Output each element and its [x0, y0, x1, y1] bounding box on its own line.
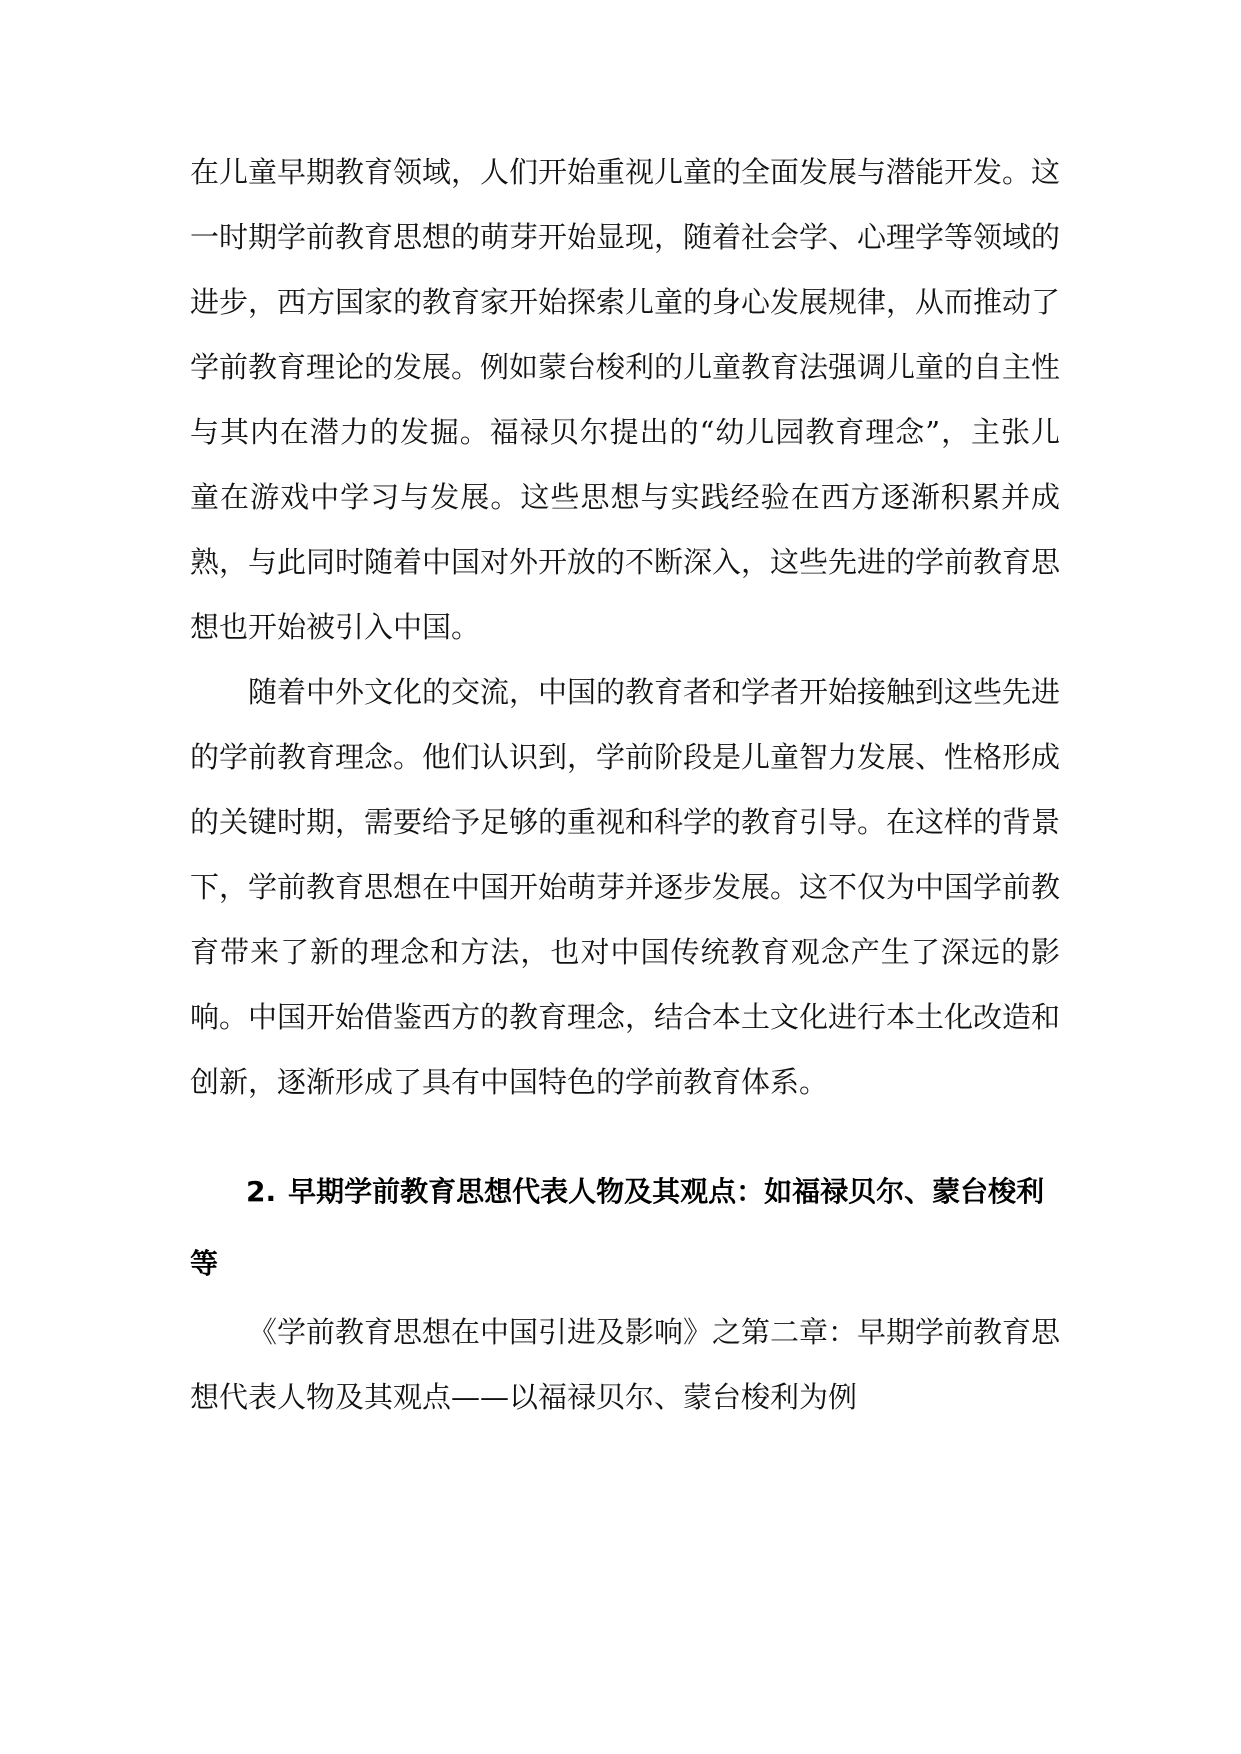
- document-body: [190, 140, 1060, 1430]
- paragraph-exchange: 随着中外文化的交流，中国的教育者和学者开始接触到这些先进的学前教育理念。他们认识到，学前阶段是儿童智力发展、性格形成的关键时期，需要给予足够的重视和科学的教育引导。在这样的背景下，学前教育思想在中国开始萌芽并逐步发展。这不仅为中国学前教育带来了新的理念和方法，也对中国传统教育观念产生了深远的影响。中国开始借鉴西方的教育理念，结合本土文化进行本土化改造和创新，逐渐形成了具有中国特色的学前教育体系。: [190, 675, 1061, 1099]
- section-title: 早期学前教育思想代表人物及其观点：如福禄贝尔、蒙台梭利等: [190, 1175, 1045, 1280]
- section-heading: [190, 1156, 1060, 1300]
- paragraph-chapter-intro: 《学前教育思想在中国引进及影响》之第二章：早期学前教育思想代表人物及其观点——以福禄贝尔、蒙台梭利为例: [190, 1315, 1061, 1414]
- paragraph-intro: 在儿童早期教育领域，人们开始重视儿童的全面发展与潜能开发。这一时期学前教育思想的萌芽开始显现，随着社会学、心理学等领域的进步，西方国家的教育家开始探索儿童的身心发展规律，从而推动了学前教育理论的发展。例如蒙台梭利的儿童教育法强调儿童的自主性与其内在潜力的发掘。福禄贝尔提出的“幼儿园教育理念”，主张儿童在游戏中学习与发展。这些思想与实践经验在西方逐渐积累并成熟，与此同时随着中国对外开放的不断深入，这些先进的学前教育思想也开始被引入中国。: [190, 155, 1061, 644]
- section-number: 2.: [246, 1175, 277, 1208]
